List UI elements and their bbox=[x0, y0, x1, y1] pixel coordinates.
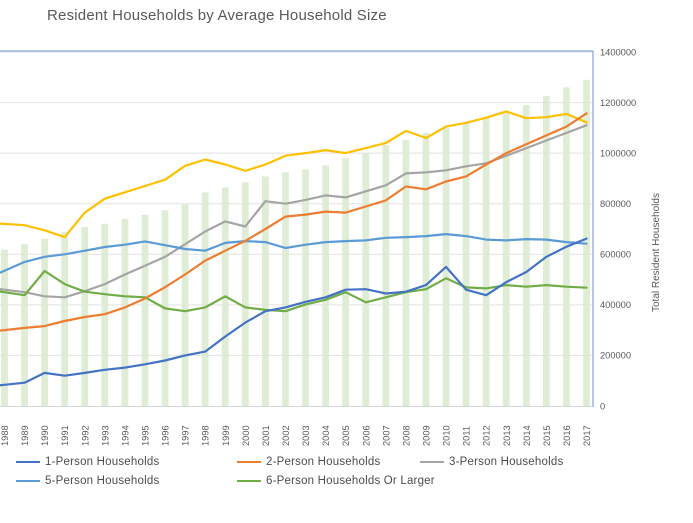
x-label-2007: 2007 bbox=[381, 425, 392, 446]
bar-2000 bbox=[242, 182, 249, 406]
bar-1988 bbox=[1, 250, 8, 406]
y-label-1200000: 1200000 bbox=[600, 97, 637, 108]
x-label-2006: 2006 bbox=[361, 425, 372, 446]
x-label-2012: 2012 bbox=[481, 425, 492, 446]
x-label-2011: 2011 bbox=[461, 426, 472, 446]
x-label-2009: 2009 bbox=[421, 425, 432, 446]
legend-marker-icon bbox=[16, 461, 40, 463]
bar-1991 bbox=[61, 232, 68, 406]
legend-item-5-person-households[interactable] bbox=[16, 474, 159, 487]
x-label-2016: 2016 bbox=[561, 425, 572, 446]
legend-marker-icon bbox=[420, 461, 444, 463]
x-label-1997: 1997 bbox=[180, 425, 191, 446]
bar-2003 bbox=[302, 169, 309, 406]
x-label-1998: 1998 bbox=[200, 425, 211, 446]
chart-title: Resident Households by Average Household Size bbox=[47, 7, 387, 24]
legend-marker-icon bbox=[237, 461, 261, 463]
x-label-1988: 1988 bbox=[0, 425, 10, 446]
bar-2014 bbox=[523, 105, 530, 406]
y-label-400000: 400000 bbox=[600, 300, 632, 311]
bar-1997 bbox=[182, 205, 189, 406]
x-label-2002: 2002 bbox=[280, 425, 291, 446]
legend-item-2-person-households[interactable] bbox=[237, 455, 380, 468]
x-label-2008: 2008 bbox=[401, 425, 412, 446]
x-label-2000: 2000 bbox=[240, 425, 251, 446]
right-axis-title: Total Resident Households bbox=[651, 193, 662, 312]
y-label-1400000: 1400000 bbox=[600, 47, 637, 58]
y-label-0: 0 bbox=[600, 401, 606, 412]
bar-2008 bbox=[403, 140, 410, 406]
x-label-1999: 1999 bbox=[220, 425, 231, 446]
legend-marker-icon bbox=[237, 480, 261, 482]
y-label-800000: 800000 bbox=[600, 199, 632, 210]
bar-2001 bbox=[262, 176, 269, 406]
x-label-2015: 2015 bbox=[541, 425, 552, 446]
x-label-2013: 2013 bbox=[501, 425, 512, 446]
y-label-600000: 600000 bbox=[600, 249, 632, 260]
legend-label: 3-Person Households bbox=[449, 455, 564, 468]
x-label-1989: 1989 bbox=[20, 425, 31, 446]
line-4-person-households bbox=[0, 111, 586, 237]
x-label-1994: 1994 bbox=[120, 425, 131, 446]
bar-1998 bbox=[202, 192, 209, 406]
y-label-200000: 200000 bbox=[600, 350, 632, 361]
bar-2004 bbox=[322, 165, 329, 406]
legend-item-3-person-households[interactable] bbox=[420, 455, 563, 468]
x-label-1990: 1990 bbox=[40, 425, 51, 446]
x-label-1992: 1992 bbox=[80, 425, 91, 446]
x-label-2003: 2003 bbox=[301, 425, 312, 446]
x-label-2014: 2014 bbox=[521, 425, 532, 446]
legend-label: 5-Person Households bbox=[45, 474, 160, 487]
x-label-1993: 1993 bbox=[100, 425, 111, 446]
bar-2005 bbox=[342, 158, 349, 406]
x-label-2001: 2001 bbox=[260, 425, 271, 446]
bar-1990 bbox=[41, 239, 48, 406]
legend-label: 1-Person Households bbox=[45, 455, 160, 468]
legend-item-1-person-households[interactable] bbox=[16, 455, 159, 468]
bar-1994 bbox=[122, 219, 129, 406]
bar-2009 bbox=[423, 133, 430, 406]
legend-label: 2-Person Households bbox=[266, 455, 381, 468]
x-label-2017: 2017 bbox=[582, 425, 593, 446]
x-label-1991: 1991 bbox=[60, 425, 71, 446]
y-label-1000000: 1000000 bbox=[600, 148, 637, 159]
x-label-2004: 2004 bbox=[321, 425, 332, 446]
bar-2012 bbox=[483, 118, 490, 406]
legend-label: 6-Person Households Or Larger bbox=[266, 474, 435, 487]
bar-1995 bbox=[142, 215, 149, 406]
x-label-1995: 1995 bbox=[140, 425, 151, 446]
x-label-1996: 1996 bbox=[160, 425, 171, 446]
x-label-2010: 2010 bbox=[441, 425, 452, 446]
legend-marker-icon bbox=[16, 480, 40, 482]
x-label-2005: 2005 bbox=[341, 425, 352, 446]
bar-2002 bbox=[282, 172, 289, 406]
legend-item-6-person-households-or-larger[interactable] bbox=[237, 474, 435, 487]
